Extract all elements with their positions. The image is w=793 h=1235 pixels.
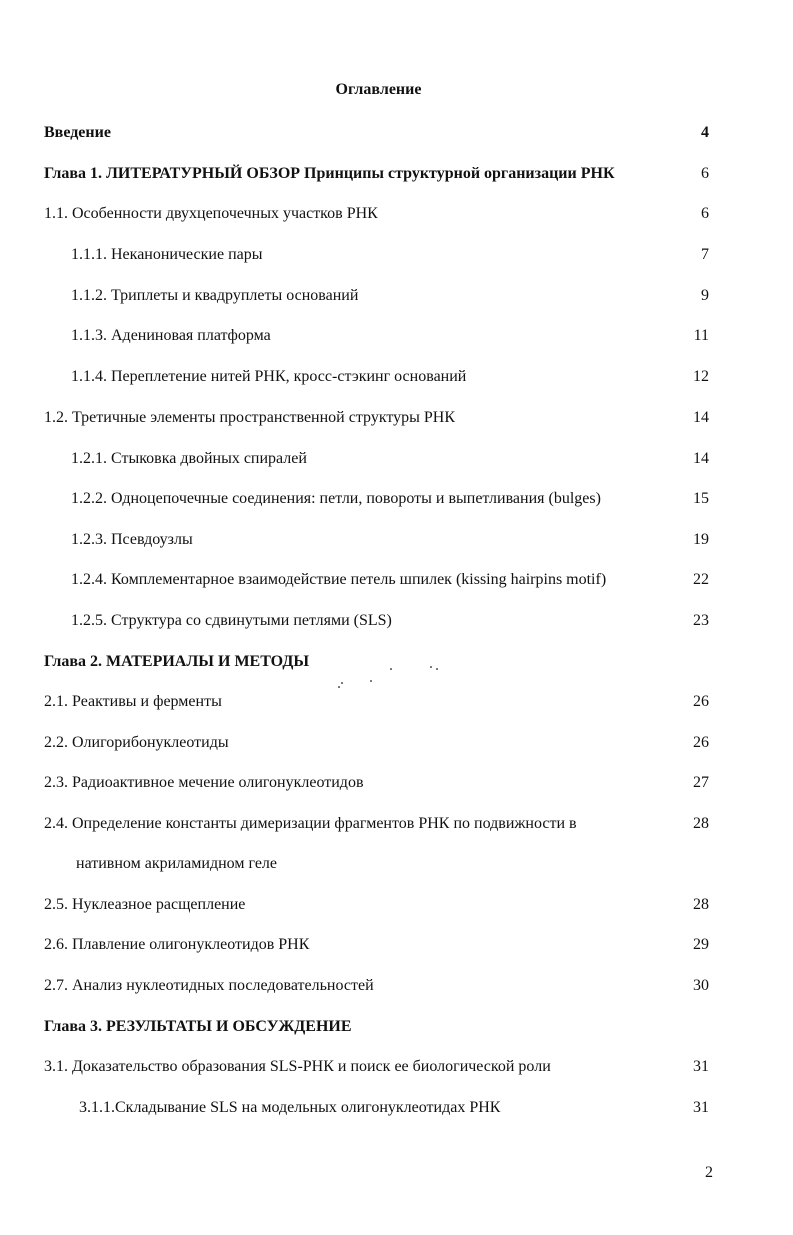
toc-entry-label: 2.2. Олигорибонуклеотиды [44,734,229,751]
toc-entry-intro [0,122,793,144]
toc-entry-page: 15 [693,490,709,507]
page-number: 2 [705,1164,713,1181]
toc-entry-page: 4 [701,124,709,141]
toc-entry-label: 2.1. Реактивы и ферменты [44,693,222,710]
toc-entry-3-1 [0,1056,793,1078]
toc-entry-page: 9 [701,287,709,304]
toc-entry-label: 3.1.1.Складывание SLS на модельных олигонуклеотидах РНК [79,1099,501,1116]
toc-entry-page: 14 [693,409,709,426]
toc-entry-label: 1.1.3. Адениновая платформа [71,327,271,344]
toc-entry-label: 2.5. Нуклеазное расщепление [44,896,246,913]
toc-entry-label: Глава 3. РЕЗУЛЬТАТЫ И ОБСУЖДЕНИЕ [44,1018,352,1035]
toc-entry-1-1-4 [0,366,793,388]
toc-entry-page: 14 [693,450,709,467]
toc-entry-page: 27 [693,774,709,791]
toc-entry-page: 29 [693,936,709,953]
toc-entry-1-2-2 [0,488,793,510]
toc-entry-label: 1.1.2. Триплеты и квадруплеты оснований [71,287,359,304]
toc-entry-2-4 [0,813,793,835]
toc-entry-2-4-continued [0,853,793,875]
toc-entry-page: 6 [701,165,709,182]
toc-entry-page: 28 [693,896,709,913]
toc-entry-1-1 [0,203,793,225]
toc-entry-label: 2.3. Радиоактивное мечение олигонуклеотидов [44,774,364,791]
toc-entry-page: 31 [693,1058,709,1075]
toc-entry-label: 2.4. Определение константы димеризации фрагментов РНК по подвижности в [44,815,577,832]
toc-entry-1-2-5 [0,610,793,632]
scan-specks [330,660,450,700]
toc-entry-1-2 [0,407,793,429]
toc-entry-label: Введение [44,124,111,141]
toc-entry-label: 1.2.1. Стыковка двойных спиралей [71,450,307,467]
toc-entry-chapter-1 [0,163,793,185]
toc-entry-label: нативном акриламидном геле [76,855,278,872]
toc-entry-page: 23 [693,612,709,629]
toc-entry-2-7 [0,975,793,997]
toc-entry-3-1-1 [0,1097,793,1119]
toc-entry-chapter-3 [0,1016,793,1038]
toc-entry-label: 2.7. Анализ нуклеотидных последовательностей [44,977,374,994]
toc-entry-label: 3.1. Доказательство образования SLS-РНК и поиск ее биологической роли [44,1058,551,1075]
toc-entry-2-3 [0,772,793,794]
toc-entry-2-2 [0,732,793,754]
toc-entry-2-5 [0,894,793,916]
toc-entry-label: 1.2.4. Комплементарное взаимодействие петель шпилек (kissing hairpins motif) [71,571,607,588]
toc-entry-label: 1.1.1. Неканонические пары [71,246,263,263]
toc-entry-1-2-4 [0,569,793,591]
toc-entry-label: 2.6. Плавление олигонуклеотидов РНК [44,936,310,953]
toc-entry-label: 1.2.3. Псевдоузлы [71,531,193,548]
toc-entry-page: 30 [693,977,709,994]
toc-entry-1-1-3 [0,325,793,347]
toc-entry-2-6 [0,934,793,956]
toc-entry-1-2-1 [0,448,793,470]
toc-entry-page: 12 [693,368,709,385]
toc-entry-page: 31 [693,1099,709,1116]
toc-entry-label: 1.2.2. Одноцепочечные соединения: петли, повороты и выпетливания (bulges) [71,490,601,507]
toc-entry-page: 6 [701,205,709,222]
toc-entry-label: 1.2.5. Структура со сдвинутыми петлями (SLS) [71,612,392,629]
page-title: Оглавление [335,81,422,98]
toc-entry-page: 7 [701,246,709,263]
toc-entry-label: Глава 1. ЛИТЕРАТУРНЫЙ ОБЗОР Принципы структурной организации РНК [44,165,615,182]
toc-entry-page: 26 [693,693,709,710]
toc-entry-1-1-1 [0,244,793,266]
toc-entry-page: 28 [693,815,709,832]
toc-entry-label: 1.2. Третичные элементы пространственной структуры РНК [44,409,456,426]
toc-entry-page: 11 [693,327,709,344]
toc-entry-1-1-2 [0,285,793,307]
toc-entry-label: 1.1. Особенности двухцепочечных участков РНК [44,205,378,222]
toc-entry-label: Глава 2. МАТЕРИАЛЫ И МЕТОДЫ [44,653,310,670]
toc-entry-page: 26 [693,734,709,751]
toc-entry-page: 22 [693,571,709,588]
toc-entry-page: 19 [693,531,709,548]
toc-entry-label: 1.1.4. Переплетение нитей РНК, кросс-стэкинг оснований [71,368,467,385]
toc-entry-1-2-3 [0,529,793,551]
